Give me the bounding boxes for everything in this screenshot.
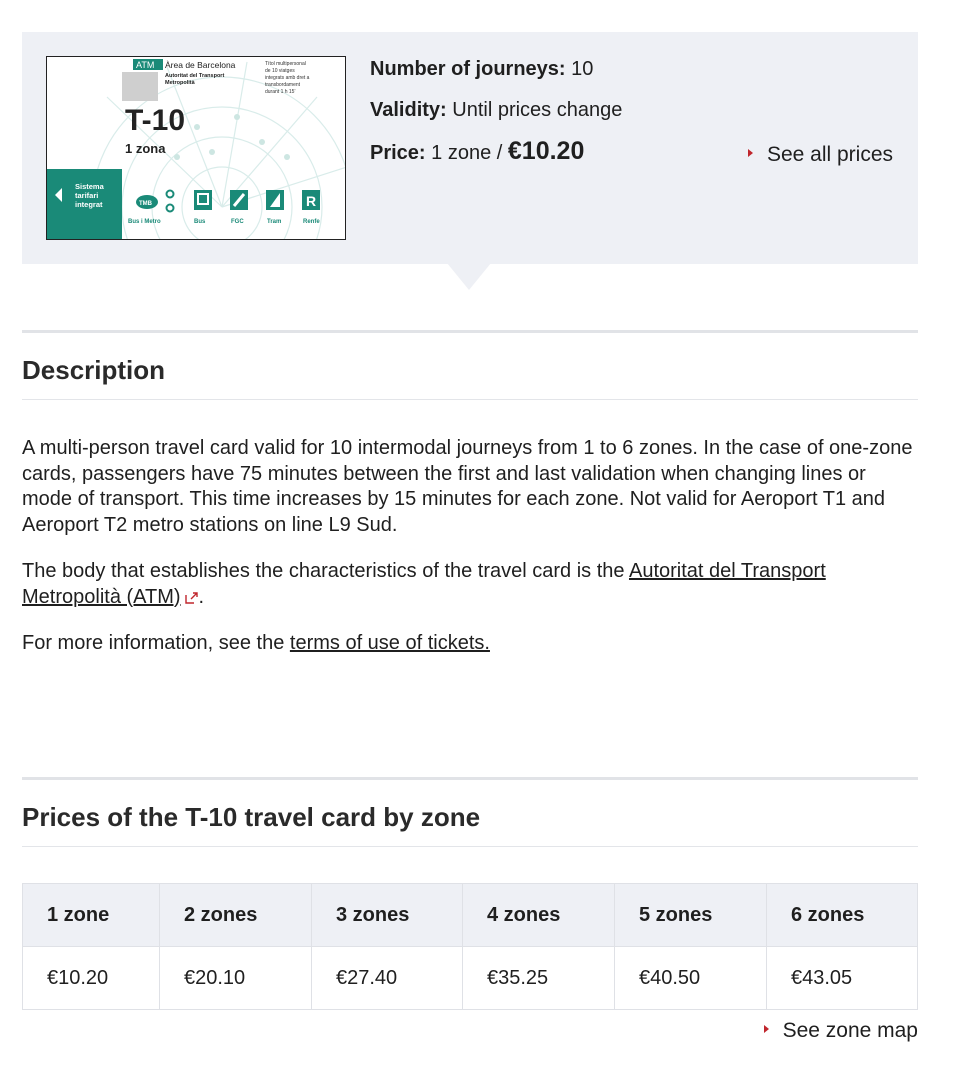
terms-of-use-link[interactable]: terms of use of tickets.	[289, 632, 490, 654]
summary-pointer	[447, 263, 491, 290]
svg-text:R: R	[306, 193, 317, 209]
svg-text:Autoritat del Transport: Autoritat del Transport	[165, 73, 225, 79]
external-link-icon	[185, 592, 199, 604]
svg-text:FGC: FGC	[231, 219, 244, 225]
caret-right-icon	[748, 149, 753, 157]
validity-line	[370, 97, 622, 138]
validity-value: Until prices change	[452, 99, 623, 121]
atm-link[interactable]: Autoritat del Transport Metropolità (ATM)	[22, 560, 826, 608]
svg-text:Renfe: Renfe	[303, 219, 320, 225]
zone-price: €27.40	[312, 947, 463, 1010]
svg-text:ATM: ATM	[136, 60, 155, 70]
zone-header: 4 zones	[463, 884, 615, 947]
svg-text:Metropolità: Metropolità	[165, 80, 195, 86]
zone-header: 6 zones	[767, 884, 918, 947]
svg-text:tarifari: tarifari	[75, 191, 99, 200]
zone-prices-table	[22, 883, 918, 1010]
description-header	[22, 330, 918, 400]
validity-label: Validity:	[370, 99, 447, 121]
card-name: T-10	[125, 104, 186, 137]
journeys-value: 10	[571, 58, 594, 80]
journeys-label: Number of journeys:	[370, 58, 566, 80]
zone-header: 1 zone	[23, 884, 160, 947]
svg-text:integrats amb dret a: integrats amb dret a	[265, 75, 310, 81]
svg-text:integrat: integrat	[75, 200, 103, 209]
description-heading: Description	[22, 355, 166, 385]
description-paragraph: For more information, see the terms of use of tickets.	[22, 632, 490, 654]
t10-card-image	[46, 56, 346, 240]
table-header-row	[23, 884, 918, 947]
price-label: Price:	[370, 142, 426, 164]
ticket-summary	[22, 32, 918, 264]
journeys-line	[370, 56, 622, 97]
price-line	[370, 138, 622, 179]
table-row	[23, 947, 918, 1010]
see-all-prices-link[interactable]	[748, 143, 893, 167]
svg-text:de 10 viatges: de 10 viatges	[265, 68, 295, 74]
svg-text:durant 1 h 15': durant 1 h 15'	[265, 89, 296, 95]
zone-header: 3 zones	[312, 884, 463, 947]
zone-header: 2 zones	[160, 884, 312, 947]
zone-price: €20.10	[160, 947, 312, 1010]
description-paragraph: A multi-person travel card valid for 10 intermodal journeys from 1 to 6 zones. In the case of one-zone cards, passengers have 75 minutes between the first and last validation when changing lines or mode of transport. This time increases by 15 minutes for each zone. Not valid for Aeroport T1 and Aeroport T2 metro stations on line L9 Sud.	[22, 437, 913, 536]
price-value: €10.20	[507, 137, 585, 165]
svg-text:Tram: Tram	[267, 219, 282, 225]
caret-right-icon	[764, 1025, 769, 1033]
card-zone: 1 zona	[125, 141, 166, 156]
prices-heading: Prices of the T-10 travel card by zone	[22, 802, 481, 832]
svg-text:Bus: Bus	[194, 219, 206, 225]
svg-text:Títol multipersonal: Títol multipersonal	[265, 61, 306, 67]
zone-price: €10.20	[23, 947, 160, 1010]
svg-text:transbordament: transbordament	[265, 82, 301, 88]
zone-price: €43.05	[767, 947, 918, 1010]
see-all-prices-label: See all prices	[766, 143, 893, 166]
zone-price: €40.50	[615, 947, 767, 1010]
prices-header	[22, 777, 918, 847]
zone-price: €35.25	[463, 947, 615, 1010]
svg-text:TMB: TMB	[139, 201, 152, 207]
svg-text:Bus i Metro: Bus i Metro	[128, 219, 161, 225]
svg-text:Àrea de Barcelona: Àrea de Barcelona	[165, 60, 236, 70]
price-zone: 1 zone /	[431, 142, 503, 164]
ticket-info	[370, 56, 622, 179]
see-zone-map-label: See zone map	[782, 1019, 918, 1042]
description-paragraph: The body that establishes the characteristics of the travel card is the Autoritat del Transport Metropolità (ATM) .	[22, 560, 826, 608]
see-zone-map-link[interactable]	[764, 1019, 918, 1043]
t10-card-graphic	[47, 57, 346, 240]
description-body	[22, 436, 918, 678]
zone-header: 5 zones	[615, 884, 767, 947]
svg-text:Sistema: Sistema	[75, 182, 104, 191]
